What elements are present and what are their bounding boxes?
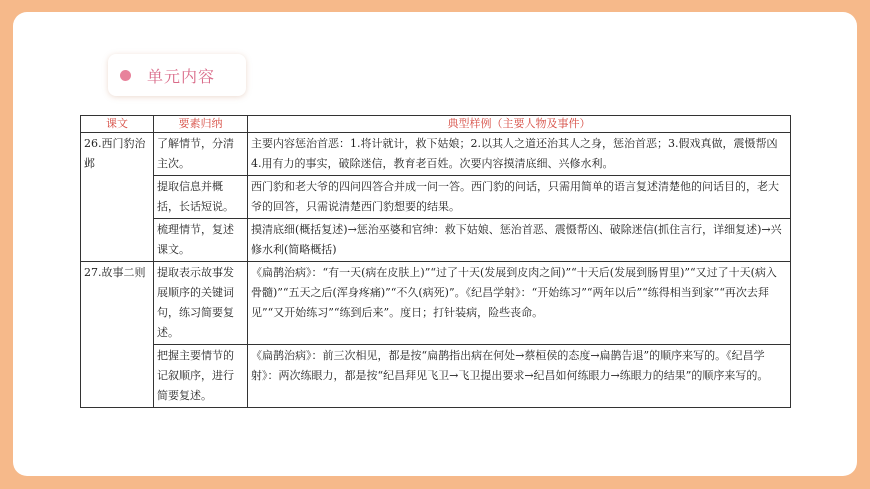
table-row	[81, 133, 791, 176]
table-row	[81, 176, 791, 219]
element-cell: 把握主要情节的记叙顺序，进行简要复述。	[154, 345, 248, 408]
table-row	[81, 219, 791, 262]
lesson-cell: 26.西门豹治邺	[81, 133, 154, 262]
lesson-cell: 27.故事二则	[81, 262, 154, 408]
table-row	[81, 345, 791, 408]
section-title-card	[108, 54, 246, 96]
header-example: 典型样例（主要人物及事件）	[248, 116, 791, 133]
example-cell: 主要内容惩治首恶：1.将计就计，救下姑娘；2.以其人之道还治其人之身，惩治首恶；3.假戏真做，震慑帮凶4.用有力的事实，破除迷信，教育老百姓。次要内容摸清底细、兴修水利。	[248, 133, 791, 176]
table-row	[81, 262, 791, 345]
example-cell: 《扁鹊治病》：“有一天(病在皮肤上)”“过了十天(发展到皮肉之间)”“十天后(发展到肠胃里)”“又过了十天(病入骨髓)”“五天之后(浑身疼痛)”“不久(病死)”。《纪昌学射》：“开始练习”“两年以后”“练得相当到家”“再次去拜见”“又开始练习”“练到后来”。度日；打针装病，险些丧命。	[248, 262, 791, 345]
example-cell: 西门豹和老大爷的四问四答合并成一问一答。西门豹的问话，只需用简单的语言复述清楚他的问话目的，老大爷的回答，只需说清楚西门豹想要的结果。	[248, 176, 791, 219]
element-cell: 提取表示故事发展顺序的关键词句，练习简要复述。	[154, 262, 248, 345]
element-cell: 梳理情节，复述课文。	[154, 219, 248, 262]
section-title: 单元内容	[147, 66, 216, 86]
header-lesson: 课文	[81, 116, 154, 133]
example-cell: 《扁鹊治病》：前三次相见，都是按“扁鹊指出病在何处→蔡桓侯的态度→扁鹊告退”的顺序来写的。《纪昌学射》：两次练眼力，都是按“纪昌拜见飞卫→飞卫提出要求→纪昌如何练眼力→练眼力的结果”的顺序来写的。	[248, 345, 791, 408]
header-element: 要素归纳	[154, 116, 248, 133]
content-table	[80, 115, 791, 408]
element-cell: 提取信息并概括，长话短说。	[154, 176, 248, 219]
element-cell: 了解情节，分清主次。	[154, 133, 248, 176]
bullet-dot-icon	[120, 70, 131, 81]
table-header-row	[81, 116, 791, 133]
example-cell: 摸清底细(概括复述)→惩治巫婆和官绅：救下姑娘、惩治首恶、震慑帮凶、破除迷信(抓住言行，详细复述)→兴修水利(简略概括)	[248, 219, 791, 262]
